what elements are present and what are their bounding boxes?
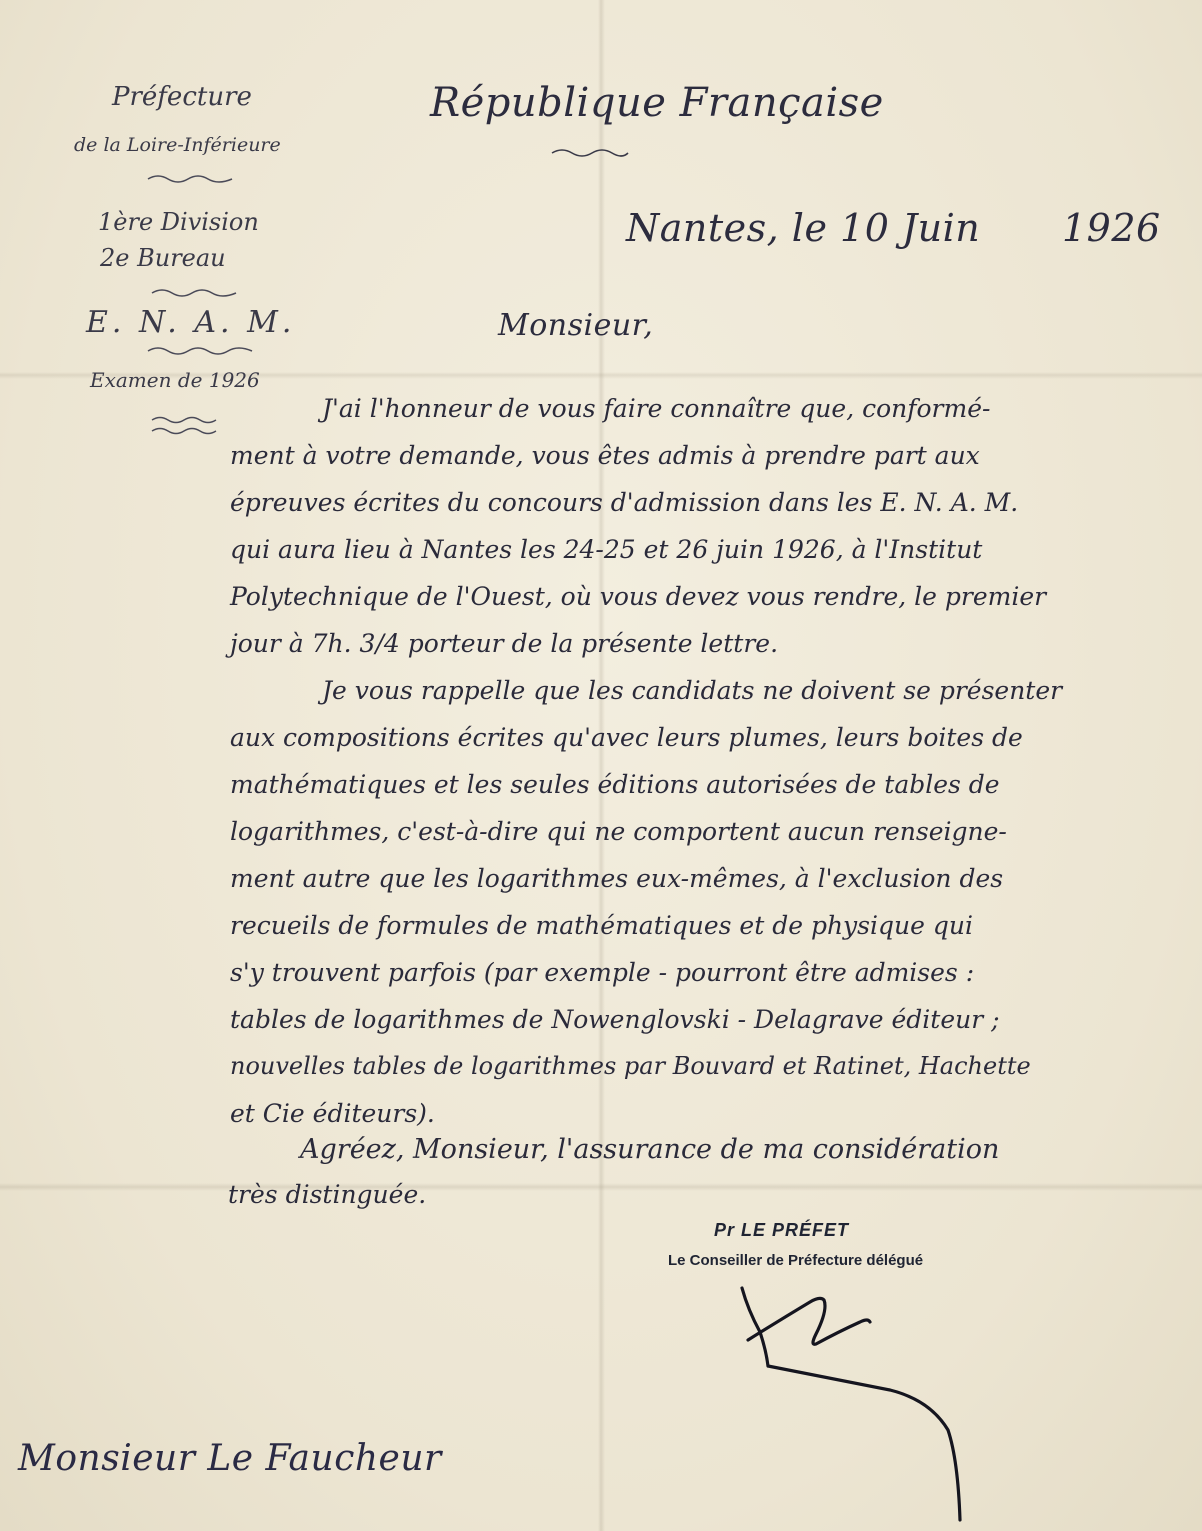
- body-line: J'ai l'honneur de vous faire connaître que, conformé-: [322, 394, 991, 423]
- heading-underline: [550, 146, 630, 160]
- body-line: logarithmes, c'est-à-dire qui ne comportent aucun renseigne-: [230, 817, 1007, 846]
- prefect-stamp-subtitle: Le Conseiller de Préfecture délégué: [668, 1252, 924, 1269]
- divider-squiggle: [150, 414, 220, 438]
- body-line: ment autre que les logarithmes eux-mêmes, à l'exclusion des: [230, 864, 1004, 893]
- divider-squiggle: [146, 344, 256, 358]
- closing-line: Agréez, Monsieur, l'assurance de ma considération: [300, 1134, 1000, 1165]
- body-line: qui aura lieu à Nantes les 24-25 et 26 juin 1926, à l'Institut: [230, 535, 983, 564]
- body-line: ment à votre demande, vous êtes admis à prendre part aux: [230, 441, 980, 470]
- exam-label: Examen de 1926: [90, 368, 260, 392]
- body-line: tables de logarithmes de Nowenglovski - Delagrave éditeur ;: [230, 1005, 1000, 1034]
- body-line: et Cie éditeurs).: [230, 1099, 435, 1128]
- school-label: E. N. A. M.: [86, 305, 296, 340]
- body-line: Polytechnique de l'Ouest, où vous devez vous rendre, le premier: [230, 582, 1047, 611]
- divider-squiggle: [150, 286, 240, 300]
- closing-line: très distinguée.: [228, 1180, 427, 1209]
- body-line: mathématiques et les seules éditions autorisées de tables de: [230, 770, 1000, 799]
- addressee: Monsieur Le Faucheur: [18, 1438, 442, 1479]
- divider-squiggle: [146, 172, 236, 186]
- prefecture-department: de la Loire-Inférieure: [74, 134, 281, 156]
- salutation: Monsieur,: [498, 308, 654, 343]
- letter-date: Nantes, le 10 Juin: [626, 206, 981, 250]
- body-line: Je vous rappelle que les candidats ne doivent se présenter: [322, 676, 1063, 705]
- body-line: aux compositions écrites qu'avec leurs plumes, leurs boites de: [230, 723, 1023, 752]
- body-line: recueils de formules de mathématiques et de physique qui: [230, 911, 973, 940]
- body-line: jour à 7h. 3/4 porteur de la présente lettre.: [230, 629, 779, 658]
- republic-heading: République Française: [430, 80, 884, 126]
- signature-mark: [720, 1270, 980, 1530]
- body-line: nouvelles tables de logarithmes par Bouvard et Ratinet, Hachette: [230, 1052, 1031, 1080]
- body-line: s'y trouvent parfois (par exemple - pourront être admises :: [230, 958, 975, 987]
- letter-year: 1926: [1062, 206, 1161, 250]
- prefecture-name: Préfecture: [112, 82, 252, 112]
- division-label: 1ère Division: [98, 208, 259, 236]
- bureau-label: 2e Bureau: [100, 244, 226, 272]
- body-line: épreuves écrites du concours d'admission dans les E. N. A. M.: [230, 488, 1019, 517]
- prefect-stamp-title: Pr LE PRÉFET: [714, 1220, 850, 1240]
